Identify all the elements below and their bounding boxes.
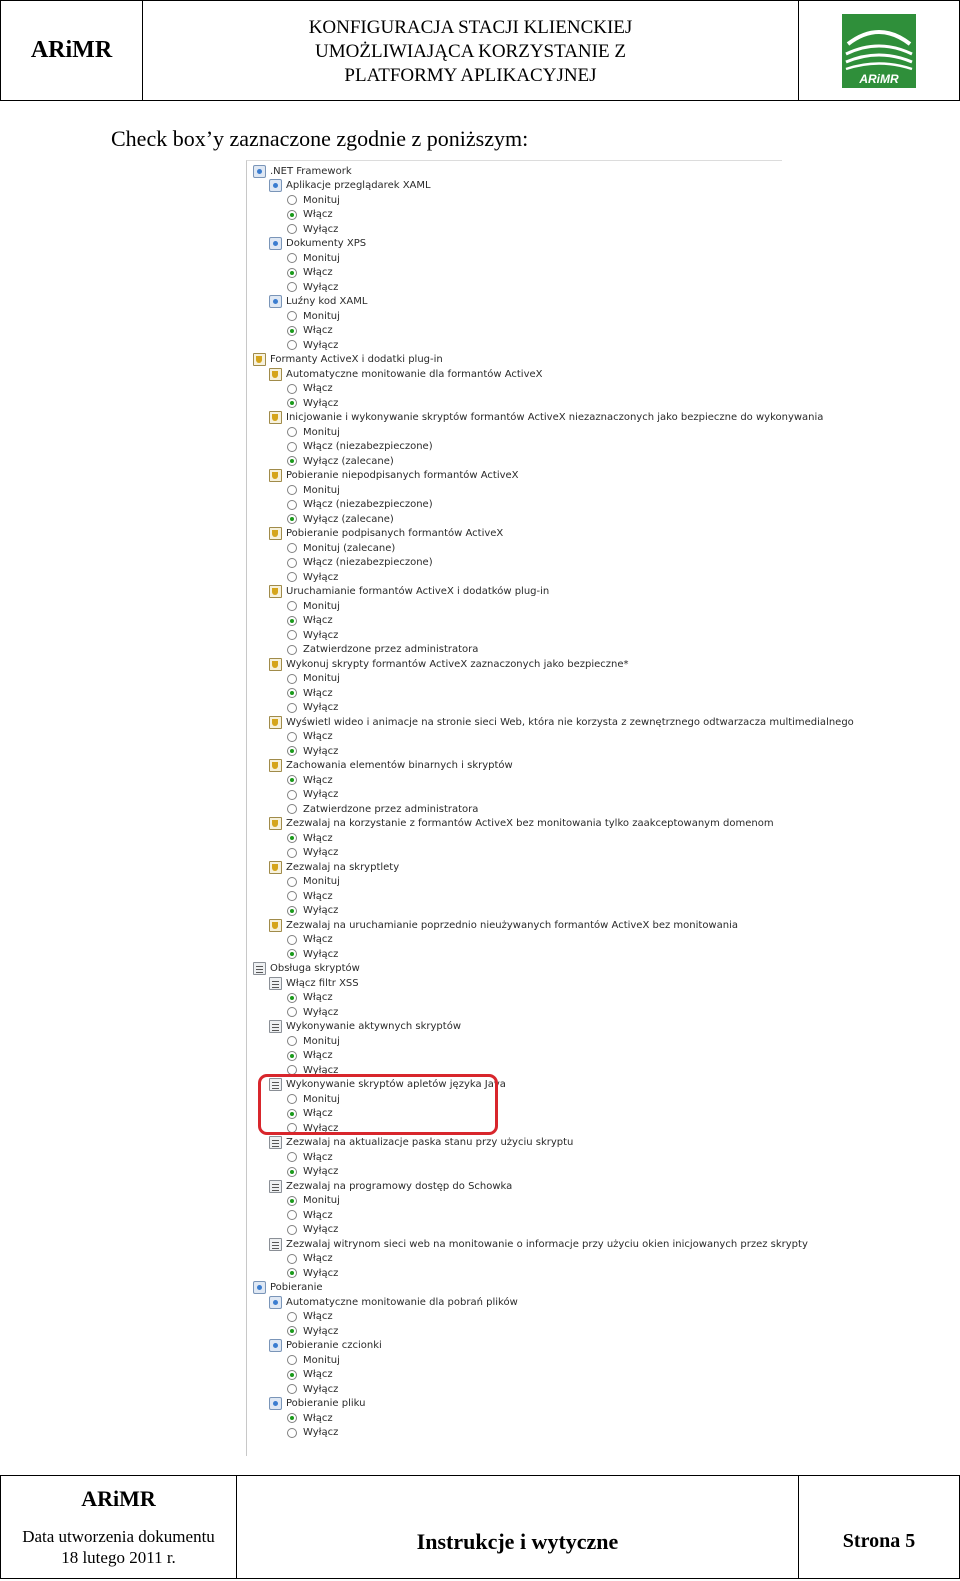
radio-label: Monituj — [303, 426, 340, 438]
tree-setting[interactable] — [269, 527, 503, 541]
tree-label: Zezwalaj na skryptlety — [286, 861, 400, 873]
radio-label: Wyłącz — [303, 223, 339, 235]
radio-option-selected[interactable] — [287, 266, 333, 280]
radio-label: Włącz (niezabezpieczone) — [303, 557, 433, 568]
radio-button[interactable] — [287, 268, 297, 278]
radio-option-selected[interactable] — [287, 512, 394, 526]
radio-button[interactable] — [287, 1428, 297, 1438]
radio-option[interactable] — [287, 1208, 333, 1222]
radio-button[interactable] — [287, 906, 297, 916]
radio-button[interactable] — [287, 427, 297, 437]
radio-button[interactable] — [287, 1312, 297, 1322]
radio-button[interactable] — [287, 630, 297, 640]
radio-button[interactable] — [287, 1007, 297, 1017]
radio-button[interactable] — [287, 340, 297, 350]
shield-icon — [269, 658, 282, 671]
shield-icon — [269, 368, 282, 381]
tree-category[interactable] — [253, 353, 443, 367]
radio-button[interactable] — [287, 804, 297, 814]
tree-setting[interactable] — [269, 585, 549, 599]
radio-button[interactable] — [287, 224, 297, 234]
tree-label: Automatyczne monitowanie dla pobrań plików — [286, 1296, 518, 1308]
radio-label: Wyłącz — [303, 281, 339, 293]
radio-label: Monituj (zalecane) — [303, 542, 396, 554]
radio-label: Monituj — [303, 484, 340, 496]
footer-page-number: Strona 5 — [842, 1529, 916, 1552]
tree-setting[interactable] — [269, 1179, 512, 1193]
radio-button[interactable] — [287, 210, 297, 220]
tree-category[interactable] — [253, 1281, 323, 1295]
radio-label: Włącz — [303, 1412, 333, 1424]
radio-option-selected[interactable] — [287, 324, 333, 338]
tree-label: Pobieranie pliku — [286, 1398, 366, 1409]
header-brand: ARiMR — [1, 1, 143, 100]
radio-button[interactable] — [287, 282, 297, 292]
radio-option-selected[interactable] — [287, 1368, 333, 1382]
shield-icon — [269, 716, 282, 729]
header-logo-cell — [799, 1, 959, 100]
radio-button[interactable] — [287, 195, 297, 205]
radio-button[interactable] — [287, 891, 297, 901]
radio-label: Włącz — [303, 325, 333, 336]
radio-label: Włącz — [303, 1311, 333, 1322]
radio-option[interactable] — [287, 425, 340, 439]
radio-button[interactable] — [287, 311, 297, 321]
radio-option[interactable] — [287, 628, 338, 642]
shield-icon — [269, 861, 282, 874]
radio-label: Włącz (niezabezpieczone) — [303, 441, 433, 452]
radio-label: Wyłącz — [303, 1006, 339, 1018]
radio-button[interactable] — [287, 746, 297, 756]
shield-icon — [269, 469, 282, 482]
header-title-line: KONFIGURACJA STACJI KLIENCKIEJ — [308, 16, 633, 38]
radio-label: Monituj — [303, 600, 340, 612]
radio-option[interactable] — [287, 251, 340, 265]
radio-option[interactable] — [287, 643, 478, 657]
radio-option-selected[interactable] — [287, 831, 333, 845]
radio-option[interactable] — [287, 483, 340, 497]
page-footer — [0, 1475, 960, 1579]
radio-option[interactable] — [287, 222, 338, 236]
radio-option[interactable] — [287, 1034, 340, 1048]
radio-button[interactable] — [287, 775, 297, 785]
radio-label: Wyłącz — [303, 629, 339, 641]
radio-label: Monituj — [303, 876, 340, 887]
footer-section: Instrukcje i wytyczne — [237, 1476, 799, 1578]
tree-label: Zezwalaj na uruchamianie poprzednio nieużywanych formantów ActiveX bez monitowania — [286, 919, 738, 931]
radio-button[interactable] — [287, 732, 297, 742]
shield-icon — [269, 585, 282, 598]
radio-option[interactable] — [287, 672, 340, 686]
header-title-line: UMOŻLIWIAJĄCA KORZYSTANIE Z — [315, 40, 626, 62]
radio-label: Wyłącz — [303, 1224, 339, 1235]
radio-option[interactable] — [287, 1252, 333, 1266]
radio-option[interactable] — [287, 788, 338, 802]
radio-label: Monituj — [303, 1354, 340, 1366]
radio-option-selected[interactable] — [287, 614, 333, 628]
radio-option[interactable] — [287, 933, 333, 947]
radio-option-selected[interactable] — [287, 686, 333, 700]
radio-button[interactable] — [287, 703, 297, 713]
tree-label: Zezwalaj witrynom sieci web na monitowanie o informacje przy użyciu okien inicjowanych przez skrypty — [286, 1238, 808, 1250]
radio-button[interactable] — [287, 1370, 297, 1380]
policy-tree-panel[interactable] — [246, 160, 854, 1456]
arimr-logo — [842, 14, 916, 88]
tree-category[interactable] — [253, 164, 352, 178]
shield-icon — [269, 527, 282, 540]
tree-label: Aplikacje przeglądarek XAML — [286, 180, 431, 191]
radio-button[interactable] — [287, 1326, 297, 1336]
tree-setting[interactable] — [269, 1397, 365, 1411]
radio-label: Wyłącz — [303, 745, 339, 757]
radio-label: Monituj — [303, 1195, 340, 1206]
tree-setting[interactable] — [269, 179, 431, 193]
radio-option-selected[interactable] — [287, 1194, 340, 1208]
radio-label: Wyłącz — [303, 397, 339, 409]
radio-label: Włącz — [303, 774, 333, 786]
radio-option-selected[interactable] — [287, 1324, 338, 1338]
radio-button[interactable] — [287, 1225, 297, 1235]
globe-settings-icon — [269, 237, 282, 250]
shield-icon — [269, 919, 282, 932]
radio-option-selected[interactable] — [287, 1266, 338, 1280]
radio-label: Wyłącz — [303, 1383, 339, 1395]
radio-label: Monituj — [303, 1093, 340, 1105]
radio-option[interactable] — [287, 309, 340, 323]
tree-label: Formanty ActiveX i dodatki plug-in — [270, 354, 443, 365]
radio-option[interactable] — [287, 730, 333, 744]
radio-label: Monituj — [303, 194, 340, 206]
shield-icon — [269, 759, 282, 772]
tree-label: Dokumenty XPS — [286, 238, 367, 249]
radio-label: Wyłącz — [303, 571, 339, 583]
radio-option[interactable] — [287, 498, 433, 512]
radio-label: Włącz — [303, 934, 333, 945]
tree-setting[interactable] — [269, 411, 823, 425]
tree-label: Zezwalaj na aktualizacje paska stanu przy użyciu skryptu — [286, 1137, 574, 1148]
radio-button[interactable] — [287, 456, 297, 466]
footer-date-label: Data utworzenia dokumentu — [22, 1527, 215, 1546]
radio-option-selected[interactable] — [287, 208, 333, 222]
radio-option[interactable] — [287, 846, 338, 860]
tree-category[interactable] — [253, 962, 360, 976]
radio-button[interactable] — [287, 1384, 297, 1394]
radio-button[interactable] — [287, 790, 297, 800]
tree-label: Wykonuj skrypty formantów ActiveX zaznaczonych jako bezpieczne* — [286, 658, 629, 670]
globe-settings-icon — [253, 1281, 266, 1294]
script-icon — [253, 962, 266, 975]
radio-option[interactable] — [287, 1005, 338, 1019]
radio-label: Wyłącz — [303, 1122, 339, 1134]
tree-setting[interactable] — [269, 295, 367, 309]
radio-option[interactable] — [287, 193, 340, 207]
radio-option[interactable] — [287, 875, 340, 889]
radio-label: Włącz — [303, 267, 333, 278]
radio-button[interactable] — [287, 558, 297, 568]
radio-label: Monituj — [303, 310, 340, 322]
radio-button[interactable] — [287, 877, 297, 887]
tree-label: Automatyczne monitowanie dla formantów ActiveX — [286, 368, 543, 380]
radio-option[interactable] — [287, 338, 338, 352]
radio-option[interactable] — [287, 701, 338, 715]
radio-label: Włącz — [303, 383, 333, 394]
radio-option[interactable] — [287, 440, 433, 454]
radio-button[interactable] — [287, 1210, 297, 1220]
radio-button[interactable] — [287, 253, 297, 263]
radio-button[interactable] — [287, 1167, 297, 1177]
tree-setting[interactable] — [269, 367, 543, 381]
radio-label: Włącz — [303, 1253, 333, 1264]
radio-label: Włącz — [303, 209, 333, 220]
radio-label: Włącz — [303, 1151, 333, 1163]
header-title-line: PLATFORMY APLIKACYJNEJ — [344, 64, 597, 86]
tree-setting[interactable] — [269, 860, 399, 874]
radio-button[interactable] — [287, 1268, 297, 1278]
radio-option-selected[interactable] — [287, 904, 338, 918]
radio-button[interactable] — [287, 848, 297, 858]
footer-date-value: 18 lutego 2011 r. — [61, 1548, 176, 1567]
radio-button[interactable] — [287, 993, 297, 1003]
radio-label: Włącz — [303, 1108, 333, 1119]
radio-label: Zatwierdzone przez administratora — [303, 803, 479, 815]
radio-option[interactable] — [287, 570, 338, 584]
script-icon — [269, 977, 282, 990]
radio-option[interactable] — [287, 802, 478, 816]
radio-label: Wyłącz — [303, 1166, 339, 1177]
radio-option[interactable] — [287, 1223, 338, 1237]
radio-label: Włącz — [303, 1050, 333, 1061]
tree-label: Zezwalaj na korzystanie z formantów ActiveX bez monitowania tylko zaakceptowanym domenom — [286, 818, 774, 829]
radio-label: Włącz — [303, 615, 333, 626]
globe-settings-icon — [269, 1397, 282, 1410]
radio-label: Monituj — [303, 1035, 340, 1047]
tree-label: Zachowania elementów binarnych i skryptów — [286, 760, 513, 771]
radio-button[interactable] — [287, 485, 297, 495]
radio-option[interactable] — [287, 599, 340, 613]
intro-text: Check box’y zaznaczone zgodnie z poniższym: — [111, 126, 529, 151]
radio-option[interactable] — [287, 382, 333, 396]
radio-option-selected[interactable] — [287, 773, 333, 787]
tree-setting[interactable] — [269, 469, 519, 483]
radio-label: Włącz — [303, 1209, 333, 1221]
tree-label: Obsługa skryptów — [270, 963, 360, 974]
radio-label: Wyłącz — [303, 1427, 339, 1438]
radio-label: Monituj — [303, 252, 340, 264]
radio-option[interactable] — [287, 556, 433, 570]
radio-button[interactable] — [287, 935, 297, 945]
tree-setting[interactable] — [269, 657, 628, 671]
radio-button[interactable] — [287, 514, 297, 524]
radio-button[interactable] — [287, 674, 297, 684]
globe-settings-icon — [269, 179, 282, 192]
highlight-java-applets — [258, 1074, 498, 1135]
radio-option-selected[interactable] — [287, 947, 338, 961]
script-icon — [269, 1020, 282, 1033]
radio-label: Wyłącz — [303, 847, 339, 858]
tree-label: Pobieranie niepodpisanych formantów ActiveX — [286, 470, 519, 481]
tree-label: Pobieranie czcionki — [286, 1340, 382, 1351]
radio-option-selected[interactable] — [287, 1165, 338, 1179]
radio-label: Wyłącz (zalecane) — [303, 513, 394, 525]
tree-setting[interactable] — [269, 1136, 573, 1150]
radio-button[interactable] — [287, 1036, 297, 1046]
radio-label: Włącz — [303, 890, 333, 902]
radio-option[interactable] — [287, 541, 395, 555]
radio-option[interactable] — [287, 1310, 333, 1324]
radio-option-selected[interactable] — [287, 396, 338, 410]
radio-button[interactable] — [287, 326, 297, 336]
footer-left — [1, 1476, 237, 1578]
radio-button[interactable] — [287, 1051, 297, 1061]
radio-label: Włącz — [303, 731, 333, 742]
radio-label: Wyłącz — [303, 948, 339, 960]
radio-label: Włącz — [303, 687, 333, 699]
tree-setting[interactable] — [269, 1295, 518, 1309]
shield-icon — [253, 353, 266, 366]
radio-button[interactable] — [287, 645, 297, 655]
tree-label: Wykonywanie aktywnych skryptów — [286, 1021, 461, 1032]
tree-label: Włącz filtr XSS — [286, 977, 359, 989]
tree-label: Zezwalaj na programowy dostęp do Schowka — [286, 1180, 513, 1192]
radio-option[interactable] — [287, 1353, 340, 1367]
radio-button[interactable] — [287, 500, 297, 510]
script-icon — [269, 1136, 282, 1149]
radio-button[interactable] — [287, 1355, 297, 1365]
radio-button[interactable] — [287, 384, 297, 394]
shield-icon — [269, 411, 282, 424]
globe-settings-icon — [269, 1339, 282, 1352]
radio-button[interactable] — [287, 572, 297, 582]
radio-button[interactable] — [287, 601, 297, 611]
footer-brand: ARiMR — [81, 1486, 156, 1511]
tree-setting[interactable] — [269, 1237, 808, 1251]
script-icon — [269, 1180, 282, 1193]
tree-setting[interactable] — [269, 715, 854, 729]
radio-label: Wyłącz — [303, 789, 339, 800]
radio-label: Włącz — [303, 1369, 333, 1380]
radio-option-selected[interactable] — [287, 454, 394, 468]
header-title — [143, 1, 799, 100]
tree-setting[interactable] — [269, 918, 738, 932]
radio-label: Włącz (niezabezpieczone) — [303, 499, 433, 510]
radio-button[interactable] — [287, 1254, 297, 1264]
tree-label: Wyświetl wideo i animacje na stronie sieci Web, która nie korzysta z zewnętrznego odtwarzacza multimedialnego — [286, 716, 854, 728]
tree-setting[interactable] — [269, 976, 359, 990]
tree-label: Pobieranie podpisanych formantów ActiveX — [286, 528, 504, 539]
globe-settings-icon — [253, 165, 266, 178]
radio-button[interactable] — [287, 949, 297, 959]
radio-label: Wyłącz — [303, 1325, 339, 1337]
radio-label: Włącz — [303, 832, 333, 844]
tree-setting[interactable] — [269, 1339, 382, 1353]
page-header — [0, 0, 960, 101]
radio-option-selected[interactable] — [287, 1411, 333, 1425]
radio-option-selected[interactable] — [287, 1049, 333, 1063]
radio-label: Wyłącz — [303, 1267, 339, 1279]
tree-label: Luźny kod XAML — [286, 296, 368, 307]
tree-label: Uruchamianie formantów ActiveX i dodatków plug-in — [286, 586, 550, 597]
svg-text:ARiMR: ARiMR — [859, 71, 899, 86]
radio-button[interactable] — [287, 398, 297, 408]
radio-option-selected[interactable] — [287, 744, 338, 758]
radio-button[interactable] — [287, 1413, 297, 1423]
radio-label: Wyłącz — [303, 702, 339, 713]
radio-label: Wyłącz (zalecane) — [303, 455, 394, 467]
tree-setting[interactable] — [269, 1020, 461, 1034]
radio-option[interactable] — [287, 1382, 338, 1396]
radio-button[interactable] — [287, 442, 297, 452]
radio-button[interactable] — [287, 833, 297, 843]
globe-settings-icon — [269, 295, 282, 308]
radio-label: Wyłącz — [303, 1064, 339, 1076]
radio-label: Włącz — [303, 992, 333, 1003]
radio-option[interactable] — [287, 1150, 333, 1164]
radio-button[interactable] — [287, 543, 297, 553]
radio-button[interactable] — [287, 1152, 297, 1162]
radio-button[interactable] — [287, 1196, 297, 1206]
tree-setting[interactable] — [269, 237, 366, 251]
script-icon — [269, 1238, 282, 1251]
radio-option[interactable] — [287, 280, 338, 294]
radio-option[interactable] — [287, 1426, 338, 1440]
globe-settings-icon — [269, 1296, 282, 1309]
radio-label: Zatwierdzone przez administratora — [303, 644, 479, 655]
tree-label: .NET Framework — [270, 165, 352, 177]
tree-setting[interactable] — [269, 759, 513, 773]
tree-label: Wykonywanie skryptów apletów języka Java — [286, 1079, 506, 1090]
tree-label: Pobieranie — [270, 1282, 323, 1293]
radio-option-selected[interactable] — [287, 991, 333, 1005]
radio-button[interactable] — [287, 688, 297, 698]
radio-option[interactable] — [287, 889, 333, 903]
radio-label: Wyłącz — [303, 905, 339, 916]
tree-setting[interactable] — [269, 817, 774, 831]
shield-icon — [269, 817, 282, 830]
radio-button[interactable] — [287, 616, 297, 626]
tree-label: Inicjowanie i wykonywanie skryptów formantów ActiveX niezaznaczonych jako bezpieczne do wykonywania — [286, 412, 824, 423]
radio-label: Monituj — [303, 673, 340, 684]
radio-label: Wyłącz — [303, 339, 339, 351]
